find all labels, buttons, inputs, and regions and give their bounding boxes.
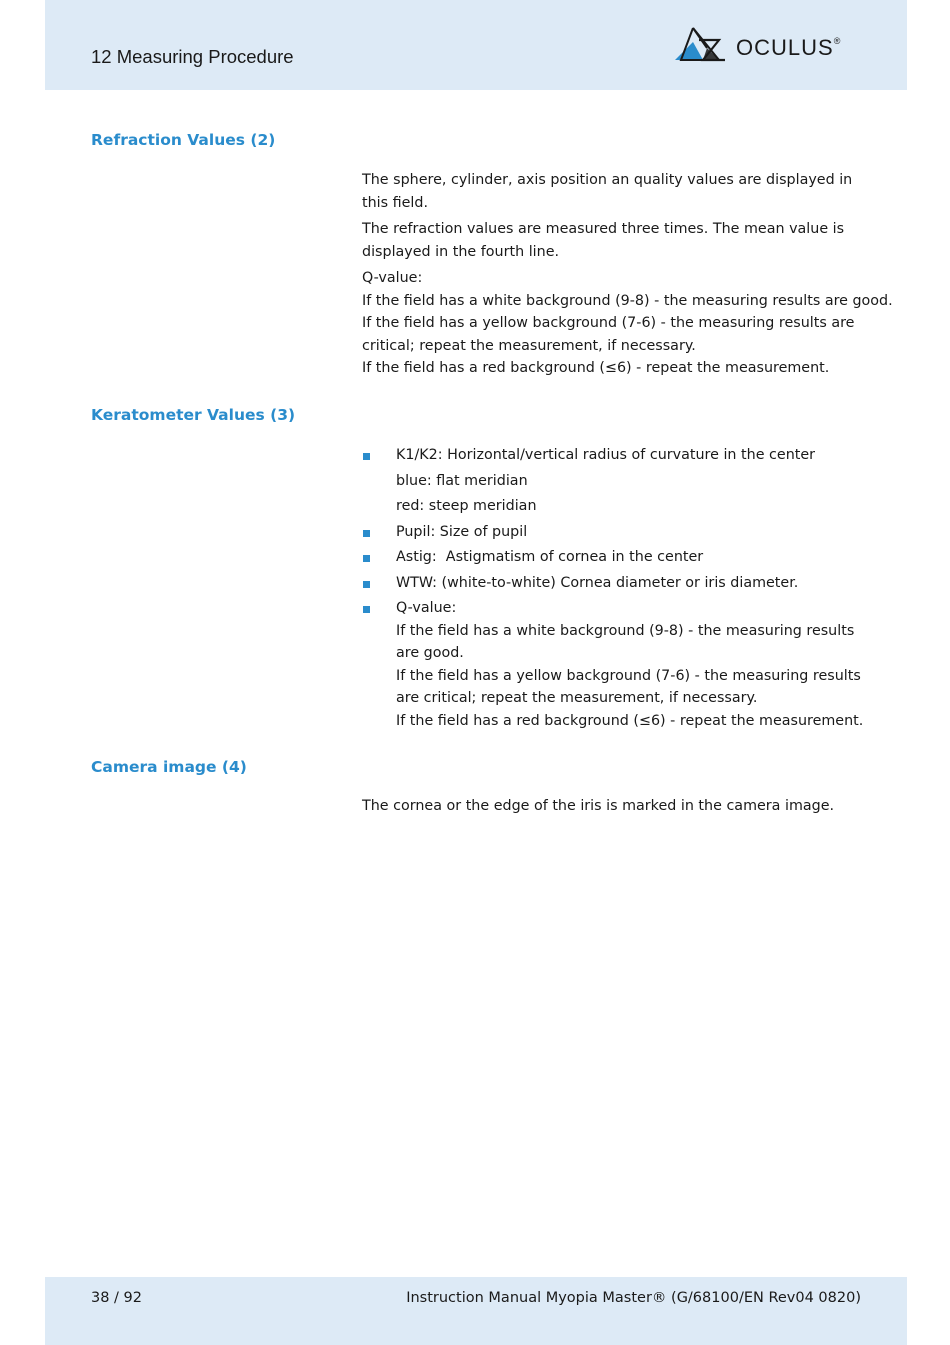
keratometer-q-label: Q-value: bbox=[396, 600, 457, 616]
bullet-square-icon bbox=[363, 606, 370, 613]
logo-wordmark: OCULUS® bbox=[736, 35, 841, 60]
keratometer-blue: blue: flat meridian bbox=[396, 472, 528, 489]
refraction-paragraph-2: The refraction values are measured three times. The mean value is displayed in the fourth line. bbox=[362, 221, 845, 260]
list-item bbox=[362, 521, 867, 544]
keratometer-q-white: If the field has a white background (9-8) - the measuring results are good. bbox=[396, 622, 855, 661]
list-item bbox=[362, 572, 867, 595]
section-title-refraction: Refraction Values (2) bbox=[91, 131, 276, 149]
keratometer-q-yellow: If the field has a yellow background (7-6) - the measuring results are critical; repeat the measurement, if necessary. bbox=[396, 667, 861, 706]
keratometer-red: red: steep meridian bbox=[396, 498, 537, 514]
keratometer-wtw: WTW: (white-to-white) Cornea diameter or iris diameter. bbox=[396, 574, 799, 591]
keratometer-list-continued bbox=[362, 521, 867, 733]
camera-content bbox=[362, 795, 867, 818]
refraction-paragraph-1: The sphere, cylinder, axis position an quality values are displayed in this field. bbox=[362, 172, 853, 211]
refraction-q-label: Q-value: bbox=[362, 270, 423, 286]
keratometer-content bbox=[362, 444, 867, 732]
refraction-q-white: If the field has a white background (9-8) - the measuring results are good. bbox=[362, 292, 893, 309]
page-header bbox=[45, 0, 907, 90]
list-item bbox=[362, 546, 867, 569]
list-item bbox=[362, 597, 867, 732]
refraction-q-yellow: If the field has a yellow background (7-6) - the measuring results are critical; repeat the measurement, if necessary. bbox=[362, 315, 855, 354]
oculus-logo bbox=[673, 26, 863, 66]
bullet-square-icon bbox=[363, 530, 370, 537]
section-title-camera: Camera image (4) bbox=[91, 758, 247, 776]
logo-registered-mark: ® bbox=[833, 36, 841, 46]
chapter-title: 12 Measuring Procedure bbox=[91, 46, 294, 67]
page-number: 38 / 92 bbox=[91, 1290, 143, 1306]
refraction-content bbox=[362, 169, 893, 380]
keratometer-q-red: If the field has a red background (≤6) - repeat the measurement. bbox=[396, 712, 864, 729]
bullet-square-icon bbox=[363, 453, 370, 460]
section-title-keratometer: Keratometer Values (3) bbox=[91, 406, 296, 424]
manual-reference: Instruction Manual Myopia Master® (G/68100/EN Rev04 0820) bbox=[406, 1290, 861, 1306]
keratometer-astig: Astig: Astigmatism of cornea in the center bbox=[396, 549, 704, 565]
page-footer bbox=[45, 1277, 907, 1345]
oculus-logo-mark-icon bbox=[673, 26, 735, 66]
keratometer-list bbox=[362, 444, 867, 467]
keratometer-pupil: Pupil: Size of pupil bbox=[396, 523, 528, 540]
refraction-q-red: If the field has a red background (≤6) - repeat the measurement. bbox=[362, 360, 830, 376]
camera-paragraph-1: The cornea or the edge of the iris is marked in the camera image. bbox=[362, 798, 835, 814]
bullet-square-icon bbox=[363, 555, 370, 562]
keratometer-k1k2: K1/K2: Horizontal/vertical radius of curvature in the center bbox=[396, 447, 816, 463]
list-item bbox=[362, 444, 867, 467]
bullet-square-icon bbox=[363, 581, 370, 588]
